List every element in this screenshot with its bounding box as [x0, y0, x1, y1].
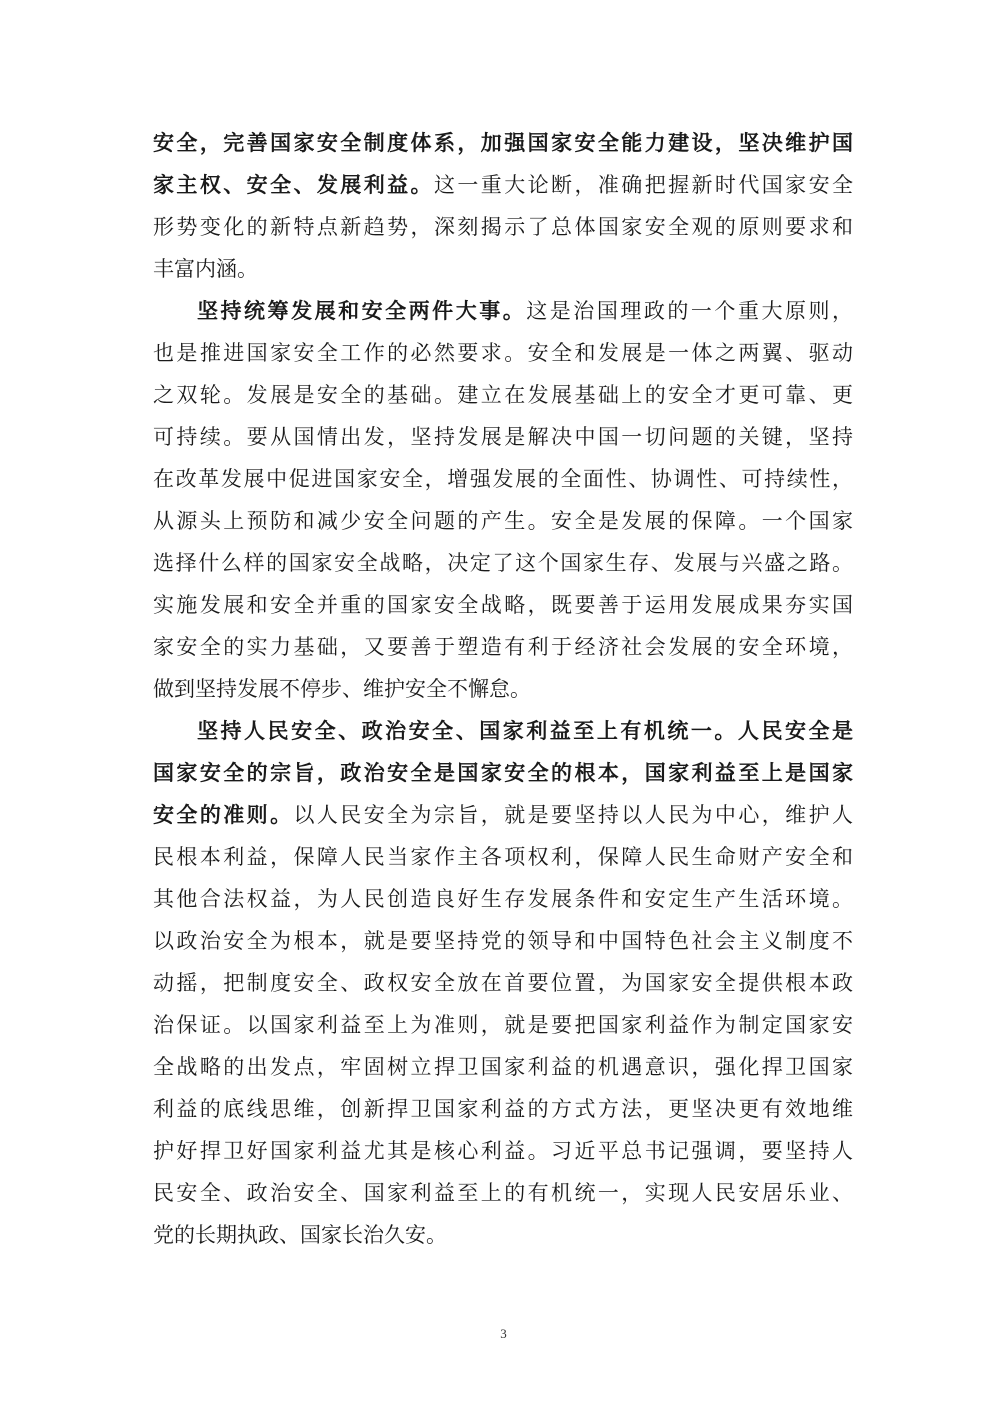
text-segment: 护好捍卫好国家利益尤其是核心利益。习近平总书记强调，要坚持人 [153, 1139, 853, 1163]
text-segment: 形势变化的新特点新趋势，深刻揭示了总体国家安全观的原则要求和 [153, 215, 853, 239]
text-segment: 以政治安全为根本，就是要坚持党的领导和中国特色社会主义制度不 [153, 929, 853, 953]
text-line [153, 1214, 853, 1256]
text-segment: 这一重大论断，准确把握新时代国家安全 [433, 173, 853, 197]
text-line [153, 500, 853, 542]
bold-text-segment: 家主权、安全、发展利益。 [153, 172, 434, 197]
text-line [153, 206, 853, 248]
text-segment: 选择什么样的国家安全战略，决定了这个国家生存、发展与兴盛之路。 [153, 551, 853, 575]
text-segment: 丰富内涵。 [153, 257, 258, 281]
bold-text-segment: 坚持统筹发展和安全两件大事。 [197, 298, 527, 323]
text-segment: 可持续。要从国情出发，坚持发展是解决中国一切问题的关键，坚持 [153, 425, 853, 449]
text-segment: 从源头上预防和减少安全问题的产生。安全是发展的保障。一个国家 [153, 509, 853, 533]
text-segment: 利益的底线思维，创新捍卫国家利益的方式方法，更坚决更有效地维 [153, 1097, 853, 1121]
text-line [153, 248, 853, 290]
bold-text-segment: 安全，完善国家安全制度体系，加强国家安全能力建设，坚决维护国 [153, 130, 853, 155]
text-line [153, 164, 853, 206]
text-segment: 以人民安全为宗旨，就是要坚持以人民为中心，维护人 [293, 803, 853, 827]
text-segment: 治保证。以国家利益至上为准则，就是要把国家利益作为制定国家安 [153, 1013, 853, 1037]
text-segment: 也是推进国家安全工作的必然要求。安全和发展是一体之两翼、驱动 [153, 341, 853, 365]
text-segment: 其他合法权益，为人民创造良好生存发展条件和安定生产生活环境。 [153, 887, 853, 911]
paragraph [153, 710, 853, 1256]
text-line [153, 794, 853, 836]
text-segment: 民安全、政治安全、国家利益至上的有机统一，实现人民安居乐业、 [153, 1181, 853, 1205]
bold-text-segment: 安全的准则。 [153, 802, 294, 827]
text-segment: 动摇，把制度安全、政权安全放在首要位置，为国家安全提供根本政 [153, 971, 853, 995]
page-number: 3 [500, 1326, 507, 1341]
text-line [153, 836, 853, 878]
text-line [153, 752, 853, 794]
text-line [153, 374, 853, 416]
text-line [153, 290, 853, 332]
text-segment: 之双轮。发展是安全的基础。建立在发展基础上的安全才更可靠、更 [153, 383, 853, 407]
text-segment: 在改革发展中促进国家安全，增强发展的全面性、协调性、可持续性， [153, 467, 853, 491]
text-line [153, 920, 853, 962]
text-segment: 党的长期执政、国家长治久安。 [153, 1223, 447, 1247]
bold-text-segment: 国家安全的宗旨，政治安全是国家安全的根本，国家利益至上是国家 [153, 760, 853, 785]
text-segment: 实施发展和安全并重的国家安全战略，既要善于运用发展成果夯实国 [153, 593, 853, 617]
paragraph [153, 290, 853, 710]
text-line [153, 710, 853, 752]
text-line [153, 584, 853, 626]
text-segment: 家安全的实力基础，又要善于塑造有利于经济社会发展的安全环境， [153, 635, 853, 659]
text-line [153, 1088, 853, 1130]
text-line [153, 878, 853, 920]
text-segment: 这是治国理政的一个重大原则， [526, 299, 853, 323]
text-line [153, 332, 853, 374]
text-line [153, 1004, 853, 1046]
text-line [153, 668, 853, 710]
text-segment: 民根本利益，保障人民当家作主各项权利，保障人民生命财产安全和 [153, 845, 853, 869]
text-line [153, 1046, 853, 1088]
text-segment: 做到坚持发展不停步、维护安全不懈怠。 [153, 677, 531, 701]
text-segment: 全战略的出发点，牢固树立捍卫国家利益的机遇意识，强化捍卫国家 [153, 1055, 853, 1079]
text-line [153, 542, 853, 584]
paragraph [153, 122, 853, 290]
text-line [153, 1172, 853, 1214]
text-line [153, 962, 853, 1004]
text-line [153, 122, 853, 164]
document-body [153, 122, 853, 1256]
text-line [153, 1130, 853, 1172]
text-line [153, 458, 853, 500]
bold-text-segment: 坚持人民安全、政治安全、国家利益至上有机统一。人民安全是 [197, 718, 853, 743]
text-line [153, 416, 853, 458]
text-line [153, 626, 853, 668]
